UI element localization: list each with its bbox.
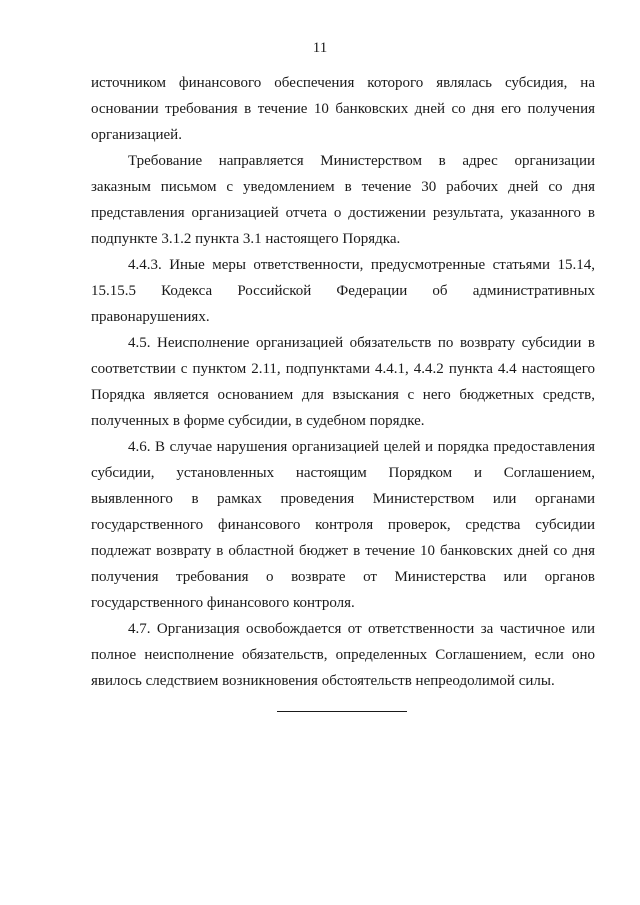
text-line: явилось следствием возникновения обстоятельств непреодолимой силы.: [91, 673, 555, 689]
text-line: соответствии с пунктом 2.11, подпунктами 4.4.1, 4.4.2 пункта 4.4 настоящего: [91, 361, 595, 377]
text-line: государственного финансового контроля.: [91, 595, 355, 611]
paragraph-4-7: [91, 616, 595, 694]
text-line: 4.4.3. Иные меры ответственности, предусмотренные статьями 15.14,: [128, 257, 595, 273]
text-line: 4.6. В случае нарушения организацией целей и порядка предоставления: [128, 439, 595, 455]
text-line: выявленного в рамках проведения Министерством или органами: [91, 491, 595, 507]
page-number: 11: [312, 40, 328, 56]
text-line: представления организацией отчета о достижении результата, указанного в: [91, 205, 595, 221]
text-line: правонарушениях.: [91, 309, 210, 325]
text-line: Порядка является основанием для взыскания с него бюджетных средств,: [91, 387, 595, 403]
text-line: подпункте 3.1.2 пункта 3.1 настоящего Порядка.: [91, 231, 401, 247]
paragraph-4-5: [91, 330, 595, 434]
text-line: полученных в форме субсидии, в судебном порядке.: [91, 413, 425, 429]
text-line: 4.5. Неисполнение организацией обязательств по возврату субсидии в: [128, 335, 595, 351]
text-line: организацией.: [91, 127, 182, 143]
paragraph-4-6: [91, 434, 595, 616]
paragraph-continuation: [91, 70, 595, 148]
text-line: основании требования в течение 10 банковских дней со дня его получения: [91, 101, 595, 117]
text-line: подлежат возврату в областной бюджет в течение 10 банковских дней со дня: [91, 543, 595, 559]
paragraph-4-4-3: [91, 252, 595, 330]
text-line: полное неисполнение обязательств, определенных Соглашением, если оно: [91, 647, 595, 663]
document-body: [91, 70, 595, 694]
text-line: 15.15.5 Кодекса Российской Федерации об административных: [91, 283, 595, 299]
text-line: источником финансового обеспечения которого являлась субсидия, на: [91, 75, 595, 91]
text-line: заказным письмом с уведомлением в течение 30 рабочих дней со дня: [91, 179, 595, 195]
text-line: государственного финансового контроля проверок, средства субсидии: [91, 517, 595, 533]
text-line: 4.7. Организация освобождается от ответственности за частичное или: [128, 621, 595, 637]
text-line: Требование направляется Министерством в адрес организации: [128, 153, 595, 169]
text-line: субсидии, установленных настоящим Порядком и Соглашением,: [91, 465, 595, 481]
text-line: получения требования о возврате от Министерства или органов: [91, 569, 595, 585]
paragraph-demand: [91, 148, 595, 252]
end-divider: [277, 711, 407, 712]
